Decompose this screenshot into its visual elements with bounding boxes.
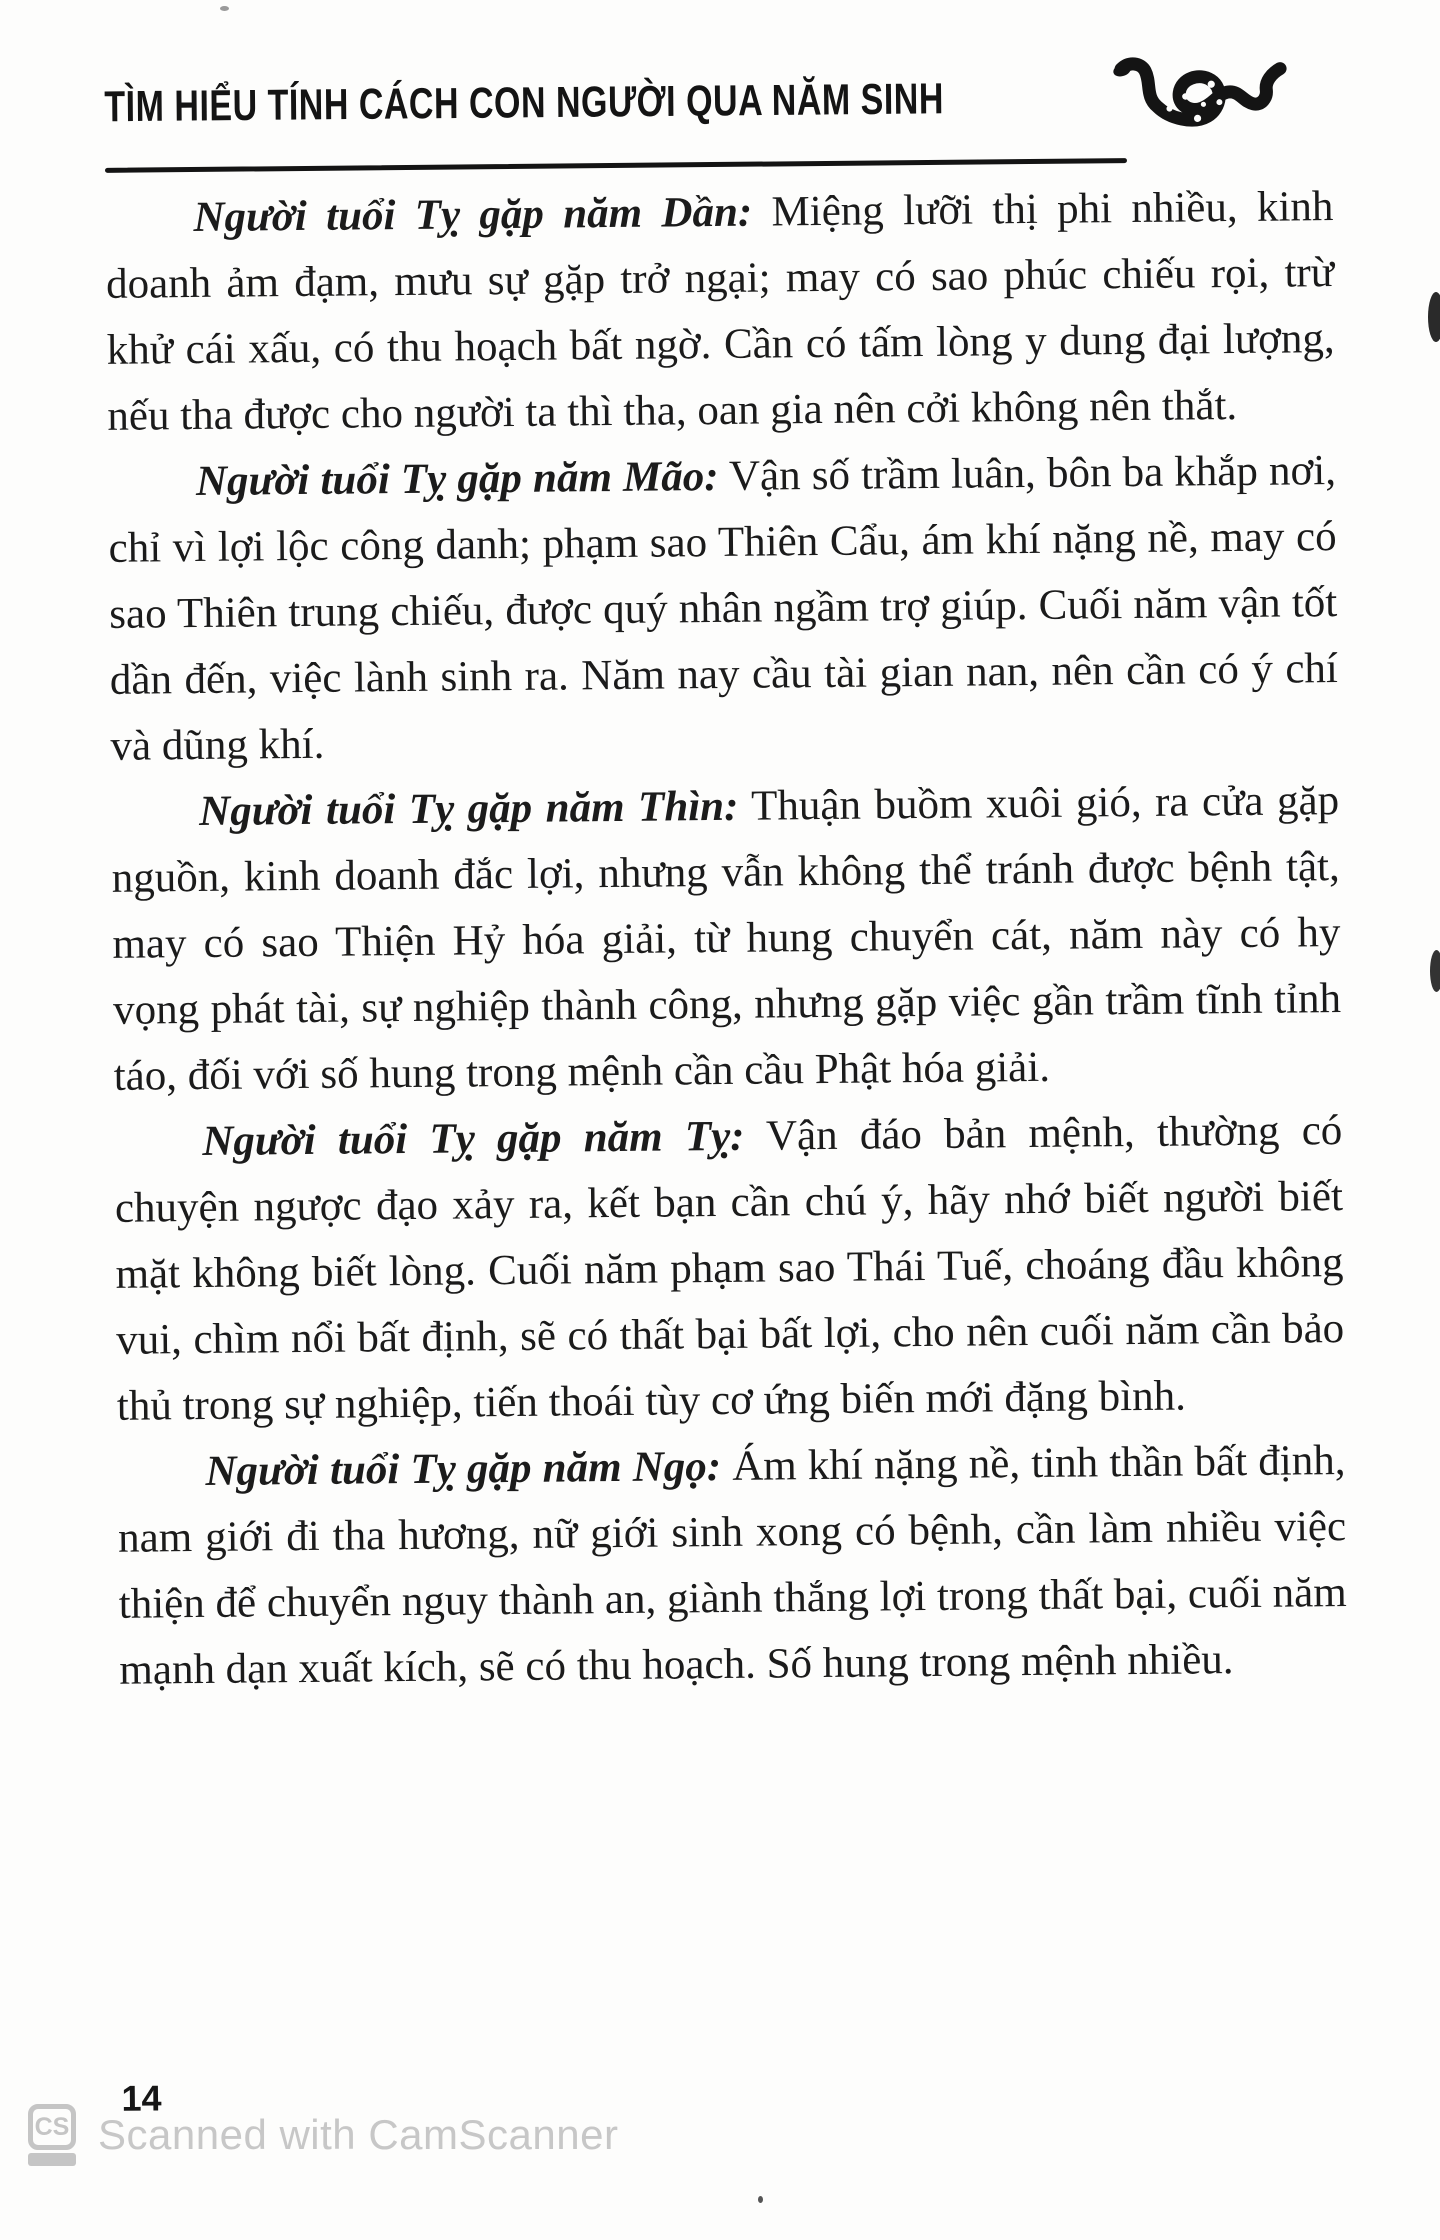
paragraph-ty-mao bbox=[108, 438, 1339, 780]
paragraph-body: Miệng lưỡi thị phi nhiều, kinh doanh ảm đạm, mưu sự gặp trở ngại; may có sao phúc chiếu rọi, trừ khử cái xấu, có thu hoạch bất ngờ. Cần có tấm lòng y dung đại lượng, nếu tha được cho người ta thì tha, oan gia nên cởi không nên thắt. bbox=[105, 183, 1335, 440]
camscanner-logo-bar bbox=[28, 2153, 76, 2166]
paragraph-ty-ty bbox=[114, 1098, 1345, 1440]
scan-artifact bbox=[758, 2196, 763, 2203]
paragraph-heading: Người tuổi Tỵ gặp năm Dần: bbox=[193, 188, 753, 242]
paragraph-ty-thin bbox=[111, 768, 1342, 1110]
scan-artifact bbox=[1428, 292, 1440, 342]
body-text bbox=[105, 174, 1348, 1704]
snake-icon bbox=[1109, 38, 1290, 145]
camscanner-watermark bbox=[28, 2104, 618, 2166]
paragraph-body: Ám khí nặng nề, tinh thần bất định, nam giới đi tha hương, nữ giới sinh xong có bệnh, cần làm nhiều việc thiện để chuyển nguy thành an, giành thắng lợi trong thất bại, cuối năm mạnh dạn xuất kích, sẽ có thu hoạch. Số hung trong mệnh nhiều. bbox=[117, 1437, 1347, 1694]
paragraph-heading: Người tuổi Tỵ gặp năm Thìn: bbox=[198, 782, 739, 835]
paragraph-heading: Người tuổi Tỵ gặp năm Mão: bbox=[195, 452, 719, 506]
paragraph-body: Thuận buồm xuôi gió, ra cửa gặp nguồn, kinh doanh đắc lợi, nhưng vẫn không thể tránh được bệnh tật, may có sao Thiện Hỷ hóa giải, từ hung chuyển cát, năm này có hy vọng phát tài, sự nghiệp thành công, nhưng gặp việc gần trầm tĩnh tỉnh táo, đối với số hung trong mệnh cần cầu Phật hóa giải. bbox=[111, 777, 1342, 1100]
watermark-label: Scanned with CamScanner bbox=[98, 2111, 619, 2158]
page-header-title: TÌM HIỂU TÍNH CÁCH CON NGƯỜI QUA NĂM SINH bbox=[104, 74, 945, 132]
camscanner-logo-text: CS bbox=[34, 2112, 70, 2141]
paragraph-heading: Người tuổi Tỵ gặp năm Tỵ: bbox=[202, 1112, 745, 1165]
page-header bbox=[104, 74, 1335, 173]
paragraph-ty-dan bbox=[105, 174, 1335, 450]
page-number: 14 bbox=[121, 2077, 162, 2119]
paragraph-heading: Người tuổi Tỵ gặp năm Ngọ: bbox=[205, 1443, 722, 1495]
paragraph-body: Vận đáo bản mệnh, thường có chuyện ngược đạo xảy ra, kết bạn cần chú ý, hãy nhớ biết người biết mặt không biết lòng. Cuối năm phạm sao Thái Tuế, choáng đầu không vui, chìm nổi bất định, sẽ có thất bại bất lợi, cho nên cuối năm cần bảo thủ trong sự nghiệp, tiến thoái tùy cơ ứng biến mới đặng bình. bbox=[114, 1107, 1345, 1430]
camscanner-logo-icon bbox=[28, 2104, 76, 2166]
paragraph-ty-ngo bbox=[117, 1428, 1347, 1704]
scan-artifact bbox=[1430, 950, 1440, 992]
scan-artifact bbox=[220, 6, 229, 11]
paragraph-body: Vận số trầm luân, bôn ba khắp nơi, chỉ vì lợi lộc công danh; phạm sao Thiên Cẩu, ám khí nặng nề, may có sao Thiên trung chiếu, được quý nhân ngầm trợ giúp. Cuối năm vận tốt dần đến, việc lành sinh ra. Năm nay cầu tài gian nan, nên cần có ý chí và dũng khí. bbox=[108, 447, 1339, 770]
